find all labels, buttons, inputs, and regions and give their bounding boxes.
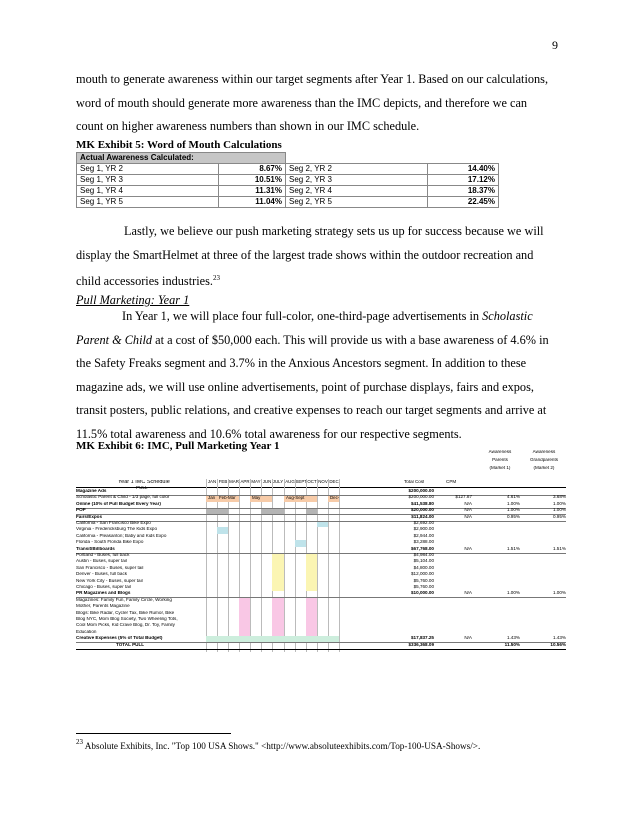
magazine-ad-bar (250, 495, 272, 501)
row-label: Online (10% of Pull Budget Every Year) (76, 501, 161, 506)
row-awareness1: 0.95% (506, 514, 520, 519)
total-rule (76, 649, 566, 650)
month-header: SEPT (295, 480, 307, 484)
grid-line (339, 479, 340, 652)
text-line: count on higher awareness numbers than shown in our IMC schedule. (76, 119, 420, 134)
month-header: MAY (251, 480, 261, 484)
row-label: Scholastic Parent & Child - 1/3 page, full color (76, 495, 170, 500)
intro-paragraph (76, 68, 564, 139)
row-label: Blog NYC, Mom Blog Society, Two Wheeling Tots, (76, 617, 178, 621)
row-total: $200,000.00 (408, 495, 434, 500)
schedule-subtitle: PULL (136, 486, 148, 490)
row-label: Denver - Buses, full back (76, 572, 128, 577)
row-label: Portland - Buses, full back (76, 553, 130, 557)
text-line: display the SmartHelmet at three of the largest trade shows within the outdoor recreation and (76, 247, 534, 262)
text-line: mouth to generate awareness within our target segments after Year 1. Based on our calculations, (76, 72, 549, 86)
expo-bar (217, 527, 228, 533)
row-total: $20,000.00 (411, 508, 434, 513)
row-label: PR Magazines and Blogs (76, 591, 131, 596)
magazine-ad-bar (284, 495, 317, 501)
row-awareness2: 1.00% (552, 508, 566, 513)
table-row (77, 197, 499, 208)
seg-label: Seg 1, YR 4 (77, 186, 219, 197)
row-total: $12,000.00 (411, 572, 434, 577)
row-label: Cool Mom Picks, Kid Crave Blog, Dr. Toy, Family (76, 623, 175, 628)
row-label: Blogs: Bike Radar, Cycler Tax, Bike Rumor, Bike (76, 610, 175, 615)
grid-line (328, 479, 329, 652)
text-line: Parent & Child at a cost of $50,000 each. This will provide us with a base awareness of 4.6% in (76, 332, 549, 347)
row-label: Austin - Buses, super tail (76, 559, 127, 564)
footnote-divider (76, 733, 231, 734)
text-line: the Safety Freaks segment and 3.7% in the Anxious Ancestors segment. In addition to these (76, 356, 527, 371)
row-cpm: N/A (464, 501, 472, 506)
row-awareness1: 4.61% (506, 495, 520, 500)
row-label: Fairs/Expos (76, 514, 103, 519)
bar-label: Dec- (330, 495, 340, 501)
seg-value: 11.04% (219, 197, 286, 208)
month-header: JUN (262, 480, 272, 484)
grid-line (217, 479, 218, 652)
awareness2-header: Awareness (532, 450, 556, 454)
bar-label: Feb-Mar (219, 495, 236, 501)
row-total: $5,760.00 (413, 578, 434, 583)
pr-bar (272, 598, 284, 636)
row-total: $5,104.00 (413, 559, 434, 564)
row-label: Mother, Parents Magazine (76, 604, 130, 609)
row-label: Education (76, 629, 97, 634)
row-label: Transit/Billboards (76, 546, 115, 551)
expo-bar (295, 540, 306, 546)
magazine-ad-bar (206, 495, 217, 501)
row-label: Magazine Ads (76, 489, 107, 493)
table-row (77, 175, 499, 186)
table-row (77, 186, 499, 197)
row-awareness2: 1.00% (552, 501, 566, 506)
seg-value: 14.40% (428, 164, 499, 175)
table-row (77, 164, 499, 175)
seg-value: 10.51% (219, 175, 286, 186)
row-label: Chicago - Buses, super tail (76, 585, 131, 589)
row-awareness2: 1.51% (552, 546, 566, 551)
row-total: $10,000.00 (411, 591, 434, 596)
row-label: Virginia - Fredericksburg The Kids Expo (76, 527, 158, 532)
month-header: NOV (318, 480, 328, 484)
text-line: child accessories industries.$^{23}$ (76, 274, 220, 289)
row-cpm: N/A (464, 591, 472, 596)
month-header: APR (240, 480, 250, 484)
transit-bar (272, 553, 284, 591)
schedule-title: Year 1 IMC Schedule (118, 480, 170, 485)
page-number: 9 (552, 38, 558, 52)
row-cpm: N/A (464, 636, 472, 641)
month-header: MAR (229, 480, 239, 484)
row-label: Florida - South Florida Bike Expo (76, 540, 144, 545)
row-total: $5,760.00 (413, 585, 434, 589)
row-total: $17,837.25 (411, 636, 434, 641)
row-total: $200,000.00 (408, 489, 434, 493)
awareness1-header: Awareness (488, 450, 512, 454)
text-line: 11.5% total awareness and 10.6% total awareness for our respective segments. (76, 426, 462, 441)
month-header: JULY (272, 480, 284, 484)
row-label: New York City - Buses, super tail (76, 578, 143, 583)
seg-label: Seg 2, YR 2 (286, 164, 428, 175)
month-header: JAN (207, 480, 217, 484)
awareness1-header: (Market 1) (489, 466, 511, 470)
grid-line (261, 479, 262, 652)
footnote-number: 23 (76, 738, 83, 746)
pull-heading: Pull Marketing: Year 1 (76, 293, 190, 307)
pull-paragraph (76, 305, 564, 447)
row-awareness2: 10.56% (550, 642, 566, 647)
row-cpm: N/A (464, 508, 472, 513)
awareness2-header: Grandparents (529, 458, 559, 462)
exhibit5-label: MK Exhibit 5: Word of Mouth Calculations (76, 139, 282, 151)
seg-label: Seg 2, YR 3 (286, 175, 428, 186)
table-header: Actual Awareness Calculated: (77, 153, 286, 164)
grid-line (317, 479, 318, 652)
row-awareness1: 1.00% (506, 591, 520, 596)
bar-label: Aug-Sept (286, 495, 305, 501)
row-total: $4,800.00 (413, 565, 434, 570)
magazine-ad-bar (328, 495, 339, 501)
seg-label: Seg 2, YR 4 (286, 186, 428, 197)
row-label: California - San Francisco Bike Expo (76, 521, 151, 525)
seg-label: Seg 1, YR 5 (77, 197, 219, 208)
bar-label: Jan (208, 495, 216, 501)
row-total: $11,824.00 (411, 514, 434, 519)
row-label: California - Pleasanton; Baby and Kids Expo (76, 533, 167, 538)
row-awareness2: 0.95% (552, 514, 566, 519)
row-cpm: N/A (464, 514, 472, 519)
grid-line (228, 479, 229, 652)
row-awareness2: 1.43% (552, 636, 566, 641)
row-total: $3,288.00 (413, 540, 434, 545)
seg-value: 18.37% (428, 186, 499, 197)
cpm-header: CPM (446, 480, 457, 484)
text-line: In Year 1, we will place four full-color, one-third-page advertisements in Scholastic (122, 309, 533, 323)
magazine-ad-bar (217, 495, 239, 501)
row-label: San Francisco - Buses, super tail (76, 565, 144, 570)
row-awareness1: 1.51% (506, 546, 520, 551)
row-awareness1: 1.00% (506, 508, 520, 513)
row-total: $2,900.00 (413, 527, 434, 532)
awareness1-header: Parents (492, 458, 508, 462)
seg-value: 11.31% (219, 186, 286, 197)
grid-line (250, 479, 251, 652)
row-label: TOTAL PULL (116, 642, 145, 647)
header-rule (76, 487, 566, 488)
seg-value: 22.45% (428, 197, 499, 208)
month-header: FEB (218, 480, 228, 484)
text-line: transit posters, public relations, and creative expenses to reach our target segments and arrive at (76, 403, 547, 418)
row-total: $4,984.00 (413, 553, 434, 557)
row-total: $67,768.00 (411, 546, 434, 551)
transit-bar (306, 553, 317, 591)
row-awareness1: 1.00% (506, 501, 520, 506)
month-header: DEC (329, 480, 339, 484)
month-header: OCT (307, 480, 317, 484)
row-awareness1: 1.43% (506, 636, 520, 641)
row-cpm: N/A (464, 546, 472, 551)
seg-label: Seg 1, YR 3 (77, 175, 219, 186)
row-awareness2: 3.68% (552, 495, 566, 500)
row-label: Magazines: Family Fun, Family Circle, Working (76, 597, 172, 602)
total-cost-header: Total Cost (404, 480, 425, 484)
grid-line (284, 479, 285, 652)
grid-line (206, 479, 207, 652)
expo-bar (317, 521, 328, 527)
awareness2-header: (Market 2) (533, 466, 555, 470)
pr-bar (239, 598, 250, 636)
push-paragraph (76, 220, 564, 294)
row-total: $2,944.00 (413, 533, 434, 538)
text-line: word of mouth should generate more awareness than the IMC depicts, and therefore we can (76, 95, 528, 110)
pr-bar (306, 598, 317, 636)
row-total: $41,538.80 (411, 501, 434, 506)
row-label: Creative Expenses (5% of Total Budget) (76, 636, 163, 641)
imc-schedule-table (76, 448, 568, 660)
footnote-ref[interactable]: 23 (212, 274, 220, 283)
text-line: Lastly, we believe our push marketing strategy sets us up for success because we will (124, 224, 544, 238)
month-header: AUG (285, 480, 295, 484)
row-total: $2,692.00 (413, 521, 434, 525)
grid-line (295, 479, 296, 652)
seg-value: 8.67% (219, 164, 286, 175)
row-label: POP (76, 508, 86, 513)
row-awareness2: 1.00% (552, 591, 566, 596)
row-cpm: $127.87 (455, 495, 472, 500)
footnote: $^{23}$ Absolute Exhibits, Inc. "Top 100 USA Shows." <http://www.absoluteexhibits.com/Top-100-USA-Shows/>. (76, 738, 481, 751)
bar-label: May (252, 495, 261, 501)
seg-label: Seg 1, YR 2 (77, 164, 219, 175)
row-awareness1: 11.50% (504, 642, 520, 647)
text-line: magazine ads, we will use online advertisements, point of purchase displays, fairs and expos, (76, 379, 534, 394)
seg-value: 17.12% (428, 175, 499, 186)
word-of-mouth-table (76, 152, 499, 208)
seg-label: Seg 2, YR 5 (286, 197, 428, 208)
row-total: $336,368.09 (408, 642, 434, 647)
exhibit6-label: MK Exhibit 6: IMC, Pull Marketing Year 1 (76, 440, 280, 452)
